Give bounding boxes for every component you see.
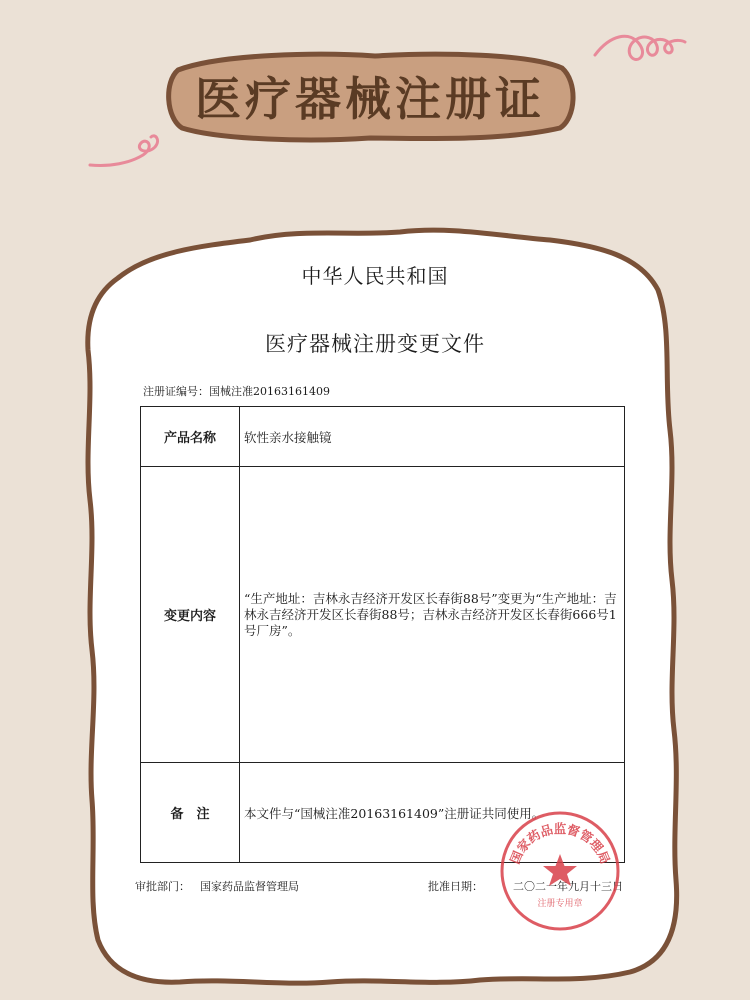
remarks-value: 本文件与“国械注准20163161409”注册证共同使用。 — [240, 763, 625, 863]
approval-date-label: 批准日期： — [428, 880, 483, 893]
product-name-value: 软性亲水接触镜 — [240, 407, 625, 467]
registration-number — [143, 383, 330, 399]
approval-department-value: 国家药品监督管理局 — [200, 880, 299, 893]
change-table — [140, 406, 625, 863]
approval-department-label: 审批部门： — [135, 880, 190, 893]
change-content-value: “生产地址：吉林永吉经济开发区长春街88号”变更为“生产地址：吉林永吉经济开发区长春街88号；吉林永吉经济开发区长春街666号1号厂房”。 — [240, 467, 625, 763]
seal-subtext: 注册专用章 — [537, 899, 583, 909]
approval-date-value: 二〇二一年九月十三日 — [513, 880, 623, 893]
seal-text: 国家药品监督管理局 — [506, 821, 614, 867]
registration-number-label: 注册证编号： — [143, 385, 209, 398]
official-seal — [497, 808, 623, 934]
document-title: 医疗器械注册变更文件 — [265, 332, 485, 356]
banner-title: 医疗器械注册证 — [195, 72, 545, 126]
document-country: 中华人民共和国 — [301, 264, 449, 288]
star-icon — [543, 854, 577, 886]
remarks-label: 备 注 — [141, 763, 240, 863]
table-row — [141, 467, 625, 763]
product-name-label: 产品名称 — [141, 407, 240, 467]
registration-number-value: 国械注准20163161409 — [209, 385, 330, 398]
change-content-label: 变更内容 — [141, 467, 240, 763]
approval-department — [135, 878, 299, 894]
table-row — [141, 407, 625, 467]
